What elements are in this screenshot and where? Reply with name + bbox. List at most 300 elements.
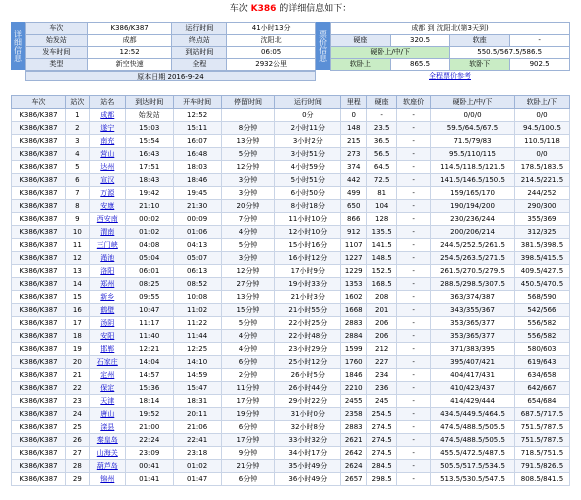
table-cell: - [397, 421, 431, 434]
table-cell: 5分钟 [221, 239, 275, 252]
table-cell: 474.5/488.5/505.5 [431, 434, 515, 447]
table-cell: - [397, 174, 431, 187]
table-cell: 16:48 [173, 148, 221, 161]
table-cell: 21:06 [173, 421, 221, 434]
table-cell: 353/365/377 [431, 330, 515, 343]
table-cell: 381.5/398.5 [514, 239, 569, 252]
table-cell: 20 [65, 356, 89, 369]
table-cell: 32小时8分 [275, 421, 341, 434]
table-cell: 23 [65, 395, 89, 408]
table-cell: 556/582 [514, 317, 569, 330]
table-cell: - [397, 291, 431, 304]
distance-label: 全程 [172, 59, 227, 71]
table-cell: 23小时29分 [275, 343, 341, 356]
table-cell: 274.5 [367, 447, 397, 460]
table-cell: 2884 [341, 330, 367, 343]
table-cell: 11分钟 [221, 382, 275, 395]
table-cell: 19分钟 [221, 408, 275, 421]
table-row [12, 239, 570, 252]
table-row [12, 421, 570, 434]
station-link[interactable]: 成都 [89, 109, 125, 122]
table-cell: 6小时50分 [275, 187, 341, 200]
table-header-row [12, 96, 570, 109]
table-cell: 2分钟 [221, 369, 275, 382]
table-cell: 290/300 [514, 200, 569, 213]
type-value: 新空快速 [87, 59, 172, 71]
table-cell: 00:41 [125, 460, 173, 473]
table-cell: - [397, 356, 431, 369]
table-cell: 27 [65, 447, 89, 460]
table-cell: 4分钟 [221, 226, 275, 239]
table-row [12, 135, 570, 148]
table-cell: 395/407/421 [431, 356, 515, 369]
table-cell: 18:14 [125, 395, 173, 408]
table-cell: 13分钟 [221, 135, 275, 148]
table-cell: 6分钟 [221, 421, 275, 434]
station-link[interactable]: 南充 [89, 135, 125, 148]
table-cell: 36小时49分 [275, 473, 341, 486]
depart-value: 12:52 [87, 47, 172, 59]
station-link[interactable]: 安康 [89, 200, 125, 213]
table-cell: 227 [367, 356, 397, 369]
table-cell: 499 [341, 187, 367, 200]
table-cell: 15小时16分 [275, 239, 341, 252]
table-cell: 0/0 [514, 148, 569, 161]
table-cell: K386/K387 [12, 369, 66, 382]
column-header: 软座价 [397, 96, 431, 109]
table-cell: 374 [341, 161, 367, 174]
table-cell: 36.5 [367, 135, 397, 148]
table-cell: 808.5/841.5 [514, 473, 569, 486]
table-cell: 23:18 [173, 447, 221, 460]
column-header: 开车时间 [173, 96, 221, 109]
table-cell: 19小时33分 [275, 278, 341, 291]
table-cell: 25 [65, 421, 89, 434]
table-cell: 159/165/170 [431, 187, 515, 200]
table-cell: 06:01 [125, 265, 173, 278]
price-side-label: 票价信息 [316, 22, 330, 70]
table-cell: - [397, 187, 431, 200]
station-link[interactable]: 渑池 [89, 252, 125, 265]
table-cell: 20:11 [173, 408, 221, 421]
table-cell: 234 [367, 369, 397, 382]
table-cell: 13 [65, 265, 89, 278]
table-cell: - [397, 369, 431, 382]
table-cell: 128 [367, 213, 397, 226]
table-row [12, 174, 570, 187]
table-cell: 398.5/415.5 [514, 252, 569, 265]
table-cell: K386/K387 [12, 382, 66, 395]
table-cell: 0/0 [514, 109, 569, 122]
table-cell: 22 [65, 382, 89, 395]
table-cell: 04:13 [173, 239, 221, 252]
hard-sleeper-label: 硬卧上/中/下 [331, 47, 450, 59]
table-cell: K386/K387 [12, 135, 66, 148]
table-cell: 11小时10分 [275, 213, 341, 226]
column-header: 硬卧上/中/下 [431, 96, 515, 109]
table-cell: 34小时17分 [275, 447, 341, 460]
table-cell: 14:10 [173, 356, 221, 369]
column-header: 里程 [341, 96, 367, 109]
table-cell: 27分钟 [221, 278, 275, 291]
price-table [330, 22, 570, 71]
table-cell: K386/K387 [12, 434, 66, 447]
station-link[interactable]: 锦州 [89, 473, 125, 486]
table-cell: 11 [65, 239, 89, 252]
station-link[interactable]: 西安南 [89, 213, 125, 226]
table-cell: 2642 [341, 447, 367, 460]
train-info-table [25, 22, 316, 71]
table-cell: 18:46 [173, 174, 221, 187]
table-cell: 15:36 [125, 382, 173, 395]
table-cell: 244.5/252.5/261.5 [431, 239, 515, 252]
table-cell: 866 [341, 213, 367, 226]
table-cell: 08:52 [173, 278, 221, 291]
table-cell: 650 [341, 200, 367, 213]
column-header: 停留时间 [221, 96, 275, 109]
table-cell: 141.5/146.5/150.5 [431, 174, 515, 187]
table-cell: 410/423/437 [431, 382, 515, 395]
table-cell: 26小时5分 [275, 369, 341, 382]
table-row [12, 317, 570, 330]
table-cell: 20分钟 [221, 200, 275, 213]
arrive-value: 06:05 [227, 47, 316, 59]
table-cell: K386/K387 [12, 421, 66, 434]
table-cell: - [397, 109, 431, 122]
table-cell: 11:17 [125, 317, 173, 330]
hard-seat-label: 硬座 [331, 35, 391, 47]
table-cell: - [397, 226, 431, 239]
table-cell: K386/K387 [12, 291, 66, 304]
table-cell: 212 [367, 343, 397, 356]
column-header: 硬座 [367, 96, 397, 109]
table-cell: 5小时51分 [275, 174, 341, 187]
details-side-label: 详细信息 [11, 22, 25, 70]
table-cell: K386/K387 [12, 174, 66, 187]
table-cell: 135.5 [367, 226, 397, 239]
table-cell: 404/417/431 [431, 369, 515, 382]
table-cell: 19 [65, 343, 89, 356]
table-cell: 5分钟 [221, 317, 275, 330]
column-header: 站次 [65, 96, 89, 109]
table-cell: 751.5/787.5 [514, 421, 569, 434]
table-cell: 21分钟 [221, 460, 275, 473]
table-cell: 343/355/367 [431, 304, 515, 317]
station-link[interactable]: 达州 [89, 161, 125, 174]
end-label: 终点站 [172, 35, 227, 47]
table-cell: 1107 [341, 239, 367, 252]
table-cell: - [367, 109, 397, 122]
station-link[interactable]: 山海关 [89, 447, 125, 460]
table-cell: 35小时49分 [275, 460, 341, 473]
table-cell: 414/429/444 [431, 395, 515, 408]
table-cell: 28 [65, 460, 89, 473]
table-cell: 12:21 [125, 343, 173, 356]
table-cell: 6 [65, 174, 89, 187]
table-cell: 2883 [341, 421, 367, 434]
table-cell: 05:04 [125, 252, 173, 265]
station-link[interactable]: 三门峡 [89, 239, 125, 252]
table-cell: 12:25 [173, 343, 221, 356]
table-cell: K386/K387 [12, 447, 66, 460]
table-cell: 64.5 [367, 161, 397, 174]
station-link[interactable]: 万源 [89, 187, 125, 200]
table-cell: 18:43 [125, 174, 173, 187]
table-cell: 15:54 [125, 135, 173, 148]
table-cell: 18 [65, 330, 89, 343]
table-cell: 568/590 [514, 291, 569, 304]
distance-value: 2932公里 [227, 59, 316, 71]
depart-label: 发车时间 [26, 47, 88, 59]
table-cell: 13分钟 [221, 291, 275, 304]
table-cell: 01:41 [125, 473, 173, 486]
table-cell: 312/325 [514, 226, 569, 239]
table-cell: 1602 [341, 291, 367, 304]
table-cell: 791.5/826.5 [514, 460, 569, 473]
table-cell: - [397, 304, 431, 317]
table-cell: 10:08 [173, 291, 221, 304]
table-cell: 912 [341, 226, 367, 239]
table-cell: 3小时2分 [275, 135, 341, 148]
station-link[interactable]: 营山 [89, 148, 125, 161]
table-cell: 353/365/377 [431, 317, 515, 330]
table-cell: - [397, 395, 431, 408]
table-cell: 168.5 [367, 278, 397, 291]
table-cell: 16小时12分 [275, 252, 341, 265]
table-cell: 580/603 [514, 343, 569, 356]
station-link[interactable]: 定州 [89, 369, 125, 382]
table-cell: 21 [65, 369, 89, 382]
table-cell: K386/K387 [12, 473, 66, 486]
table-cell: 1229 [341, 265, 367, 278]
table-cell: 206 [367, 317, 397, 330]
table-cell: 00:02 [125, 213, 173, 226]
table-row [12, 200, 570, 213]
table-cell: 22:41 [173, 434, 221, 447]
full-price-link[interactable]: 全程票价参考 [429, 72, 471, 80]
table-cell: 206 [367, 330, 397, 343]
table-cell: 201 [367, 304, 397, 317]
table-cell: 00:09 [173, 213, 221, 226]
title-suffix: 的详细信息如下： [276, 4, 352, 14]
station-link[interactable]: 邯郸 [89, 343, 125, 356]
table-row [12, 395, 570, 408]
table-row [12, 408, 570, 421]
table-cell: 11:02 [173, 304, 221, 317]
station-link[interactable]: 宣汉 [89, 174, 125, 187]
table-cell: - [397, 265, 431, 278]
table-cell: 141.5 [367, 239, 397, 252]
column-header: 车次 [12, 96, 66, 109]
table-cell: - [397, 343, 431, 356]
table-cell: 17分钟 [221, 434, 275, 447]
table-cell: 8小时18分 [275, 200, 341, 213]
table-cell: K386/K387 [12, 109, 66, 122]
start-label: 始发站 [26, 35, 88, 47]
station-link[interactable]: 洛阳 [89, 265, 125, 278]
table-cell: 21:30 [173, 200, 221, 213]
table-cell: 15 [65, 291, 89, 304]
table-cell: - [397, 161, 431, 174]
table-cell: K386/K387 [12, 122, 66, 135]
station-link[interactable]: 渭南 [89, 226, 125, 239]
table-cell: 09:55 [125, 291, 173, 304]
soft-seat-label: 软座 [450, 35, 510, 47]
table-cell: 始发站 [125, 109, 173, 122]
table-cell: 1 [65, 109, 89, 122]
station-link[interactable]: 保定 [89, 382, 125, 395]
type-label: 类型 [26, 59, 88, 71]
station-link[interactable]: 郑州 [89, 278, 125, 291]
column-header: 到达时间 [125, 96, 173, 109]
table-cell: 355/369 [514, 213, 569, 226]
table-cell: 17分钟 [221, 395, 275, 408]
table-cell: 298.5 [367, 473, 397, 486]
table-cell: 215 [341, 135, 367, 148]
station-link[interactable]: 汤阴 [89, 317, 125, 330]
station-link[interactable]: 葫芦岛 [89, 460, 125, 473]
table-cell: 2621 [341, 434, 367, 447]
table-cell: 254.5 [367, 408, 397, 421]
table-cell: 15分钟 [221, 304, 275, 317]
table-cell: 9 [65, 213, 89, 226]
table-cell: 14:57 [125, 369, 173, 382]
table-cell: 273 [341, 148, 367, 161]
table-cell: 542/566 [514, 304, 569, 317]
table-row [12, 343, 570, 356]
column-header: 软卧上/下 [514, 96, 569, 109]
station-link[interactable]: 秦皇岛 [89, 434, 125, 447]
table-cell: 3 [65, 135, 89, 148]
table-row [12, 330, 570, 343]
table-cell: 2455 [341, 395, 367, 408]
soft-seat-value: - [510, 35, 570, 47]
table-cell: 230/236/244 [431, 213, 515, 226]
table-cell: 274.5 [367, 434, 397, 447]
table-cell: 17小时9分 [275, 265, 341, 278]
table-cell: 23.5 [367, 122, 397, 135]
station-link[interactable]: 鹤壁 [89, 304, 125, 317]
table-cell: 2 [65, 122, 89, 135]
station-link[interactable]: 安阳 [89, 330, 125, 343]
table-cell: 3分钟 [221, 252, 275, 265]
table-cell: 6分钟 [221, 356, 275, 369]
station-link[interactable]: 天津 [89, 395, 125, 408]
table-cell: 16:07 [173, 135, 221, 148]
table-cell: K386/K387 [12, 343, 66, 356]
table-cell: 18:03 [173, 161, 221, 174]
table-cell: 2小时11分 [275, 122, 341, 135]
table-row [12, 473, 570, 486]
table-cell: K386/K387 [12, 304, 66, 317]
table-cell: 25小时12分 [275, 356, 341, 369]
table-cell: 505.5/517.5/534.5 [431, 460, 515, 473]
table-row [12, 161, 570, 174]
table-cell: 04:08 [125, 239, 173, 252]
table-cell: 4 [65, 148, 89, 161]
soft-sleeper-up-value: 865.5 [390, 59, 450, 71]
station-link[interactable]: 遂宁 [89, 122, 125, 135]
table-row [12, 226, 570, 239]
table-cell: 148.5 [367, 252, 397, 265]
table-cell: 9分钟 [221, 447, 275, 460]
column-header: 站名 [89, 96, 125, 109]
table-cell: K386/K387 [12, 408, 66, 421]
end-value: 沈阳北 [227, 35, 316, 47]
arrive-label: 到站时间 [172, 47, 227, 59]
table-cell: 751.5/787.5 [514, 434, 569, 447]
table-cell: 21:10 [125, 200, 173, 213]
table-cell: 254.5/263.5/271.5 [431, 252, 515, 265]
table-cell: - [397, 148, 431, 161]
table-cell: 114.5/118.5/121.5 [431, 161, 515, 174]
station-link[interactable]: 唐山 [89, 408, 125, 421]
table-cell: 208 [367, 291, 397, 304]
table-cell: 371/383/395 [431, 343, 515, 356]
table-cell: K386/K387 [12, 239, 66, 252]
table-cell: 363/374/387 [431, 291, 515, 304]
table-cell: 17 [65, 317, 89, 330]
table-cell: 18:31 [173, 395, 221, 408]
hard-seat-value: 320.5 [390, 35, 450, 47]
table-cell: 148 [341, 122, 367, 135]
runtime-label: 运行时间 [172, 23, 227, 35]
table-cell [221, 109, 275, 122]
table-cell: - [397, 135, 431, 148]
table-cell: 0 [341, 109, 367, 122]
table-cell: 71.5/79/83 [431, 135, 515, 148]
table-cell: - [397, 382, 431, 395]
table-cell: 1599 [341, 343, 367, 356]
table-cell: 16:43 [125, 148, 173, 161]
table-cell: K386/K387 [12, 395, 66, 408]
table-cell: 16 [65, 304, 89, 317]
station-link[interactable]: 石家庄 [89, 356, 125, 369]
table-cell: 3分钟 [221, 174, 275, 187]
table-cell: - [397, 473, 431, 486]
station-link[interactable]: 滦县 [89, 421, 125, 434]
table-cell: 3小时51分 [275, 148, 341, 161]
table-row [12, 304, 570, 317]
table-cell: 22:24 [125, 434, 173, 447]
table-cell: 718.5/751.5 [514, 447, 569, 460]
table-cell: K386/K387 [12, 187, 66, 200]
table-cell: 19:52 [125, 408, 173, 421]
table-cell: 01:02 [173, 460, 221, 473]
table-cell: 21小时3分 [275, 291, 341, 304]
table-cell: 12 [65, 252, 89, 265]
table-cell: 687.5/717.5 [514, 408, 569, 421]
table-cell: 12:52 [173, 109, 221, 122]
table-cell: 26小时44分 [275, 382, 341, 395]
table-cell: 214.5/221.5 [514, 174, 569, 187]
table-cell: 81 [367, 187, 397, 200]
table-cell: 152.5 [367, 265, 397, 278]
table-cell: 21小时55分 [275, 304, 341, 317]
train-label: 车次 [26, 23, 88, 35]
table-cell: 1760 [341, 356, 367, 369]
table-cell: 619/643 [514, 356, 569, 369]
table-cell: 4分钟 [221, 330, 275, 343]
table-cell: 2624 [341, 460, 367, 473]
soft-sleeper-low-label: 软卧下 [450, 59, 510, 71]
train-value: K386/K387 [87, 23, 172, 35]
table-cell: K386/K387 [12, 278, 66, 291]
station-link[interactable]: 新乡 [89, 291, 125, 304]
table-cell: - [397, 460, 431, 473]
price-route: 成都 到 沈阳北(第3天到) [331, 23, 570, 35]
table-cell: 05:07 [173, 252, 221, 265]
